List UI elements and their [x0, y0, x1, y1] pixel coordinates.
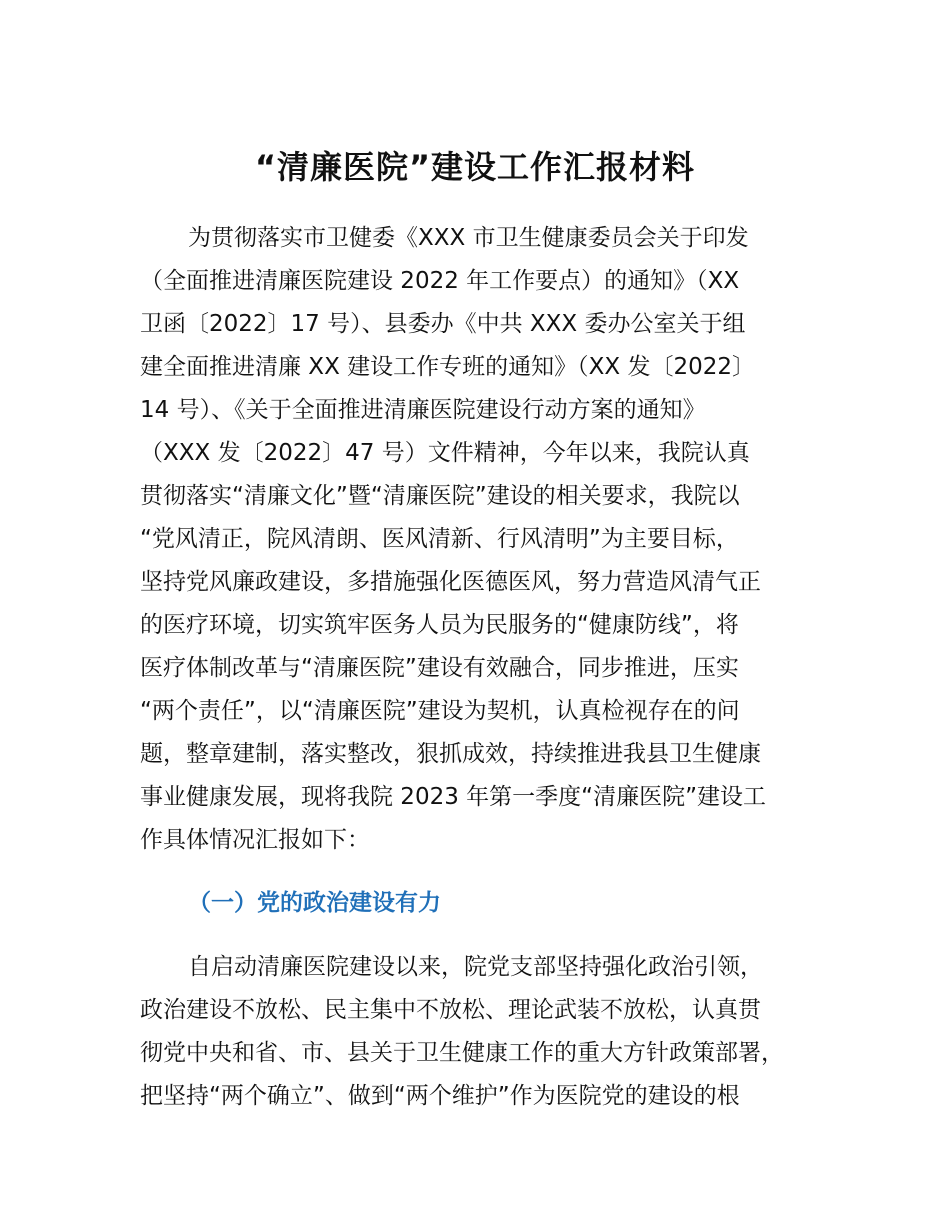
paragraph-line: 医疗体制改革与“清廉医院”建设有效融合，同步推进，压实	[140, 655, 739, 681]
paragraph-line: “党风清正，院风清朗、医风清新、行风清明”为主要目标，	[140, 526, 739, 552]
paragraph-line: 的医疗环境，切实筑牢医务人员为民服务的“健康防线”，将	[140, 612, 739, 638]
paragraph-line: （全面推进清廉医院建设 2022 年工作要点）的通知》（XX	[140, 268, 740, 294]
paragraph-line: 把坚持“两个确立”、做到“两个维护”作为医院党的建设的根	[140, 1083, 740, 1109]
intro-paragraph	[140, 217, 830, 862]
paragraph-line: （XXX 发〔2022〕47 号）文件精神，今年以来，我院认真	[140, 440, 750, 466]
paragraph-line: 为贯彻落实市卫健委《XXX 市卫生健康委员会关于印发	[188, 225, 749, 251]
section-paragraph	[140, 946, 830, 1118]
paragraph-line: 卫函〔2022〕17 号）、县委办《中共 XXX 委办公室关于组	[140, 311, 746, 337]
paragraph-line: 事业健康发展，现将我院 2023 年第一季度“清廉医院”建设工	[140, 784, 766, 810]
paragraph-line: 自启动清廉医院建设以来，院党支部坚持强化政治引领，	[188, 954, 763, 980]
paragraph-line: 政治建设不放松、民主集中不放松、理论武装不放松，认真贯	[140, 997, 761, 1023]
document-title: “清廉医院”建设工作汇报材料	[254, 148, 696, 186]
paragraph-line: 贯彻落实“清廉文化”暨“清廉医院”建设的相关要求，我院以	[140, 483, 740, 509]
paragraph-line: 14 号）、《关于全面推进清廉医院建设行动方案的通知》	[140, 397, 706, 423]
paragraph-line: 彻党中央和省、市、县关于卫生健康工作的重大方针政策部署，	[140, 1040, 784, 1066]
paragraph-line: 题，整章建制，落实整改，狠抓成效，持续推进我县卫生健康	[140, 741, 761, 767]
paragraph-line: 建全面推进清廉 XX 建设工作专班的通知》（XX 发〔2022〕	[140, 354, 755, 380]
paragraph-line: 坚持党风廉政建设，多措施强化医德医风，努力营造风清气正	[140, 569, 761, 595]
paragraph-line: “两个责任”，以“清廉医院”建设为契机，认真检视存在的问	[140, 698, 740, 724]
section-heading: （一）党的政治建设有力	[188, 890, 441, 916]
paragraph-line: 作具体情况汇报如下：	[140, 827, 370, 853]
